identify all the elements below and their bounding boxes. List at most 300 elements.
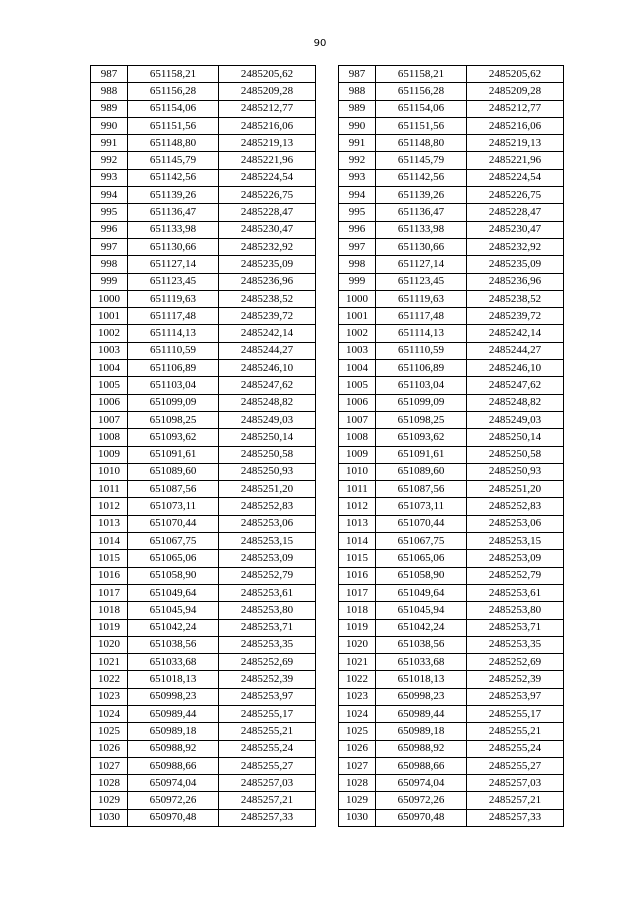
y-coordinate-cell: 2485232,92 — [467, 238, 564, 255]
table-row — [91, 360, 316, 377]
x-coordinate-cell: 651156,28 — [376, 83, 467, 100]
table-row — [91, 117, 316, 134]
x-coordinate-cell: 651067,75 — [376, 533, 467, 550]
point-number-cell: 1011 — [339, 481, 376, 498]
y-coordinate-cell: 2485236,96 — [467, 273, 564, 290]
x-coordinate-cell: 651070,44 — [128, 515, 219, 532]
y-coordinate-cell: 2485235,09 — [467, 256, 564, 273]
point-number-cell: 995 — [339, 204, 376, 221]
table-row — [91, 204, 316, 221]
x-coordinate-cell: 651098,25 — [376, 411, 467, 428]
point-number-cell: 994 — [91, 187, 128, 204]
x-coordinate-cell: 651089,60 — [128, 463, 219, 480]
point-number-cell: 1012 — [91, 498, 128, 515]
x-coordinate-cell: 651099,09 — [376, 394, 467, 411]
x-coordinate-cell: 651133,98 — [128, 221, 219, 238]
table-row — [339, 83, 564, 100]
point-number-cell: 1030 — [339, 809, 376, 826]
y-coordinate-cell: 2485257,03 — [219, 775, 316, 792]
table-row — [339, 481, 564, 498]
table-row — [339, 498, 564, 515]
y-coordinate-cell: 2485255,27 — [467, 757, 564, 774]
table-row — [91, 809, 316, 826]
table-row — [91, 654, 316, 671]
table-row — [91, 135, 316, 152]
x-coordinate-cell: 651158,21 — [376, 66, 467, 83]
y-coordinate-cell: 2485252,79 — [467, 567, 564, 584]
x-coordinate-cell: 651093,62 — [376, 429, 467, 446]
x-coordinate-cell: 651130,66 — [128, 238, 219, 255]
table-row — [91, 394, 316, 411]
table-row — [339, 515, 564, 532]
x-coordinate-cell: 651018,13 — [376, 671, 467, 688]
table-row — [339, 100, 564, 117]
y-coordinate-cell: 2485247,62 — [219, 377, 316, 394]
table-row — [91, 308, 316, 325]
table-row — [339, 463, 564, 480]
x-coordinate-cell: 651103,04 — [376, 377, 467, 394]
point-number-cell: 1017 — [91, 584, 128, 601]
y-coordinate-cell: 2485250,14 — [219, 429, 316, 446]
point-number-cell: 1014 — [339, 533, 376, 550]
y-coordinate-cell: 2485255,24 — [467, 740, 564, 757]
point-number-cell: 999 — [339, 273, 376, 290]
table-row — [339, 187, 564, 204]
table-row — [91, 775, 316, 792]
x-coordinate-cell: 651133,98 — [376, 221, 467, 238]
x-coordinate-cell: 650972,26 — [376, 792, 467, 809]
x-coordinate-cell: 651148,80 — [376, 135, 467, 152]
x-coordinate-cell: 650972,26 — [128, 792, 219, 809]
table-row — [339, 152, 564, 169]
y-coordinate-cell: 2485239,72 — [219, 308, 316, 325]
table-row — [339, 446, 564, 463]
point-number-cell: 1022 — [91, 671, 128, 688]
y-coordinate-cell: 2485226,75 — [467, 187, 564, 204]
y-coordinate-cell: 2485253,09 — [219, 550, 316, 567]
x-coordinate-cell: 650989,44 — [128, 705, 219, 722]
table-row — [339, 533, 564, 550]
table-row — [91, 273, 316, 290]
y-coordinate-cell: 2485257,21 — [467, 792, 564, 809]
table-row — [339, 394, 564, 411]
x-coordinate-cell: 651154,06 — [376, 100, 467, 117]
table-row — [339, 169, 564, 186]
y-coordinate-cell: 2485253,80 — [467, 602, 564, 619]
y-coordinate-cell: 2485257,33 — [467, 809, 564, 826]
table-row — [339, 273, 564, 290]
y-coordinate-cell: 2485250,93 — [467, 463, 564, 480]
point-number-cell: 1011 — [91, 481, 128, 498]
table-row — [339, 619, 564, 636]
y-coordinate-cell: 2485250,14 — [467, 429, 564, 446]
table-row — [91, 792, 316, 809]
point-number-cell: 1029 — [91, 792, 128, 809]
x-coordinate-cell: 651151,56 — [376, 117, 467, 134]
x-coordinate-cell: 651073,11 — [128, 498, 219, 515]
table-row — [339, 221, 564, 238]
x-coordinate-cell: 650974,04 — [376, 775, 467, 792]
point-number-cell: 991 — [339, 135, 376, 152]
point-number-cell: 993 — [339, 169, 376, 186]
point-number-cell: 1012 — [339, 498, 376, 515]
x-coordinate-cell: 651070,44 — [376, 515, 467, 532]
table-row — [339, 135, 564, 152]
table-row — [91, 377, 316, 394]
x-coordinate-cell: 651127,14 — [376, 256, 467, 273]
y-coordinate-cell: 2485221,96 — [467, 152, 564, 169]
y-coordinate-cell: 2485249,03 — [219, 411, 316, 428]
y-coordinate-cell: 2485253,97 — [219, 688, 316, 705]
point-number-cell: 1026 — [339, 740, 376, 757]
x-coordinate-cell: 651119,63 — [376, 290, 467, 307]
point-number-cell: 1024 — [91, 705, 128, 722]
y-coordinate-cell: 2485219,13 — [219, 135, 316, 152]
x-coordinate-cell: 651142,56 — [128, 169, 219, 186]
x-coordinate-cell: 651123,45 — [376, 273, 467, 290]
table-row — [339, 117, 564, 134]
point-number-cell: 996 — [91, 221, 128, 238]
y-coordinate-cell: 2485255,17 — [467, 705, 564, 722]
x-coordinate-cell: 651117,48 — [376, 308, 467, 325]
x-coordinate-cell: 651033,68 — [128, 654, 219, 671]
y-coordinate-cell: 2485253,06 — [219, 515, 316, 532]
y-coordinate-cell: 2485255,27 — [219, 757, 316, 774]
table-row — [91, 100, 316, 117]
y-coordinate-cell: 2485232,92 — [219, 238, 316, 255]
table-row — [339, 636, 564, 653]
table-row — [339, 550, 564, 567]
table-row — [339, 429, 564, 446]
point-number-cell: 1025 — [91, 723, 128, 740]
table-row — [339, 705, 564, 722]
y-coordinate-cell: 2485253,71 — [219, 619, 316, 636]
point-number-cell: 1023 — [339, 688, 376, 705]
point-number-cell: 997 — [339, 238, 376, 255]
y-coordinate-cell: 2485255,21 — [219, 723, 316, 740]
point-number-cell: 998 — [339, 256, 376, 273]
y-coordinate-cell: 2485252,39 — [219, 671, 316, 688]
x-coordinate-cell: 651139,26 — [376, 187, 467, 204]
table-row — [339, 411, 564, 428]
point-number-cell: 1025 — [339, 723, 376, 740]
point-number-cell: 1004 — [91, 360, 128, 377]
x-coordinate-cell: 651154,06 — [128, 100, 219, 117]
point-number-cell: 992 — [339, 152, 376, 169]
table-row — [91, 636, 316, 653]
y-coordinate-cell: 2485253,15 — [467, 533, 564, 550]
point-number-cell: 1020 — [91, 636, 128, 653]
table-row — [339, 204, 564, 221]
point-number-cell: 1027 — [339, 757, 376, 774]
x-coordinate-cell: 651067,75 — [128, 533, 219, 550]
x-coordinate-cell: 651139,26 — [128, 187, 219, 204]
table-row — [91, 550, 316, 567]
point-number-cell: 1016 — [91, 567, 128, 584]
x-coordinate-cell: 651045,94 — [128, 602, 219, 619]
table-row — [91, 169, 316, 186]
table-row — [91, 515, 316, 532]
x-coordinate-cell: 651073,11 — [376, 498, 467, 515]
point-number-cell: 990 — [91, 117, 128, 134]
point-number-cell: 1015 — [91, 550, 128, 567]
x-coordinate-cell: 650989,18 — [376, 723, 467, 740]
x-coordinate-cell: 651049,64 — [128, 584, 219, 601]
point-number-cell: 1026 — [91, 740, 128, 757]
x-coordinate-cell: 651049,64 — [376, 584, 467, 601]
table-row — [339, 290, 564, 307]
x-coordinate-cell: 651145,79 — [128, 152, 219, 169]
x-coordinate-cell: 650988,66 — [376, 757, 467, 774]
table-row — [339, 360, 564, 377]
table-row — [339, 775, 564, 792]
y-coordinate-cell: 2485252,79 — [219, 567, 316, 584]
point-number-cell: 1013 — [91, 515, 128, 532]
table-row — [339, 584, 564, 601]
y-coordinate-cell: 2485253,61 — [219, 584, 316, 601]
table-row — [339, 792, 564, 809]
y-coordinate-cell: 2485226,75 — [219, 187, 316, 204]
x-coordinate-cell: 651087,56 — [128, 481, 219, 498]
point-number-cell: 1007 — [91, 411, 128, 428]
page-number: 90 — [313, 38, 327, 49]
point-number-cell: 1003 — [91, 342, 128, 359]
y-coordinate-cell: 2485224,54 — [467, 169, 564, 186]
y-coordinate-cell: 2485230,47 — [219, 221, 316, 238]
point-number-cell: 1009 — [339, 446, 376, 463]
y-coordinate-cell: 2485252,69 — [467, 654, 564, 671]
x-coordinate-cell: 651038,56 — [128, 636, 219, 653]
point-number-cell: 988 — [91, 83, 128, 100]
point-number-cell: 1009 — [91, 446, 128, 463]
y-coordinate-cell: 2485216,06 — [467, 117, 564, 134]
y-coordinate-cell: 2485252,39 — [467, 671, 564, 688]
y-coordinate-cell: 2485253,09 — [467, 550, 564, 567]
y-coordinate-cell: 2485247,62 — [467, 377, 564, 394]
x-coordinate-cell: 650998,23 — [376, 688, 467, 705]
point-number-cell: 1005 — [339, 377, 376, 394]
y-coordinate-cell: 2485219,13 — [467, 135, 564, 152]
table-row — [91, 619, 316, 636]
table-row — [91, 671, 316, 688]
y-coordinate-cell: 2485251,20 — [467, 481, 564, 498]
table-row — [339, 66, 564, 83]
y-coordinate-cell: 2485253,06 — [467, 515, 564, 532]
point-number-cell: 1017 — [339, 584, 376, 601]
table-row — [91, 602, 316, 619]
point-number-cell: 1030 — [91, 809, 128, 826]
x-coordinate-cell: 650989,18 — [128, 723, 219, 740]
y-coordinate-cell: 2485242,14 — [219, 325, 316, 342]
x-coordinate-cell: 651065,06 — [376, 550, 467, 567]
table-row — [91, 238, 316, 255]
point-number-cell: 1002 — [91, 325, 128, 342]
x-coordinate-cell: 650989,44 — [376, 705, 467, 722]
point-number-cell: 995 — [91, 204, 128, 221]
point-number-cell: 1001 — [91, 308, 128, 325]
x-coordinate-cell: 651045,94 — [376, 602, 467, 619]
y-coordinate-cell: 2485238,52 — [467, 290, 564, 307]
point-number-cell: 1029 — [339, 792, 376, 809]
table-row — [339, 325, 564, 342]
table-row — [339, 671, 564, 688]
x-coordinate-cell: 651158,21 — [128, 66, 219, 83]
y-coordinate-cell: 2485216,06 — [219, 117, 316, 134]
point-number-cell: 989 — [339, 100, 376, 117]
y-coordinate-cell: 2485250,58 — [219, 446, 316, 463]
x-coordinate-cell: 651156,28 — [128, 83, 219, 100]
coordinates-table-right — [338, 65, 564, 827]
y-coordinate-cell: 2485253,61 — [467, 584, 564, 601]
point-number-cell: 1006 — [91, 394, 128, 411]
x-coordinate-cell: 651099,09 — [128, 394, 219, 411]
coordinates-table-left — [90, 65, 316, 827]
x-coordinate-cell: 650988,92 — [376, 740, 467, 757]
y-coordinate-cell: 2485250,93 — [219, 463, 316, 480]
y-coordinate-cell: 2485253,35 — [219, 636, 316, 653]
table-row — [91, 342, 316, 359]
y-coordinate-cell: 2485246,10 — [219, 360, 316, 377]
point-number-cell: 989 — [91, 100, 128, 117]
y-coordinate-cell: 2485255,21 — [467, 723, 564, 740]
x-coordinate-cell: 651033,68 — [376, 654, 467, 671]
point-number-cell: 1027 — [91, 757, 128, 774]
x-coordinate-cell: 651058,90 — [376, 567, 467, 584]
y-coordinate-cell: 2485212,77 — [467, 100, 564, 117]
point-number-cell: 988 — [339, 83, 376, 100]
point-number-cell: 1018 — [339, 602, 376, 619]
table-row — [91, 256, 316, 273]
y-coordinate-cell: 2485252,69 — [219, 654, 316, 671]
x-coordinate-cell: 651089,60 — [376, 463, 467, 480]
table-row — [91, 740, 316, 757]
table-row — [91, 66, 316, 83]
point-number-cell: 1015 — [339, 550, 376, 567]
table-row — [339, 757, 564, 774]
point-number-cell: 1007 — [339, 411, 376, 428]
point-number-cell: 1001 — [339, 308, 376, 325]
point-number-cell: 996 — [339, 221, 376, 238]
table-row — [339, 377, 564, 394]
y-coordinate-cell: 2485251,20 — [219, 481, 316, 498]
y-coordinate-cell: 2485252,83 — [219, 498, 316, 515]
x-coordinate-cell: 651151,56 — [128, 117, 219, 134]
y-coordinate-cell: 2485221,96 — [219, 152, 316, 169]
y-coordinate-cell: 2485242,14 — [467, 325, 564, 342]
y-coordinate-cell: 2485238,52 — [219, 290, 316, 307]
x-coordinate-cell: 650970,48 — [376, 809, 467, 826]
point-number-cell: 1018 — [91, 602, 128, 619]
table-row — [339, 602, 564, 619]
table-row — [91, 152, 316, 169]
y-coordinate-cell: 2485253,71 — [467, 619, 564, 636]
x-coordinate-cell: 651148,80 — [128, 135, 219, 152]
x-coordinate-cell: 651018,13 — [128, 671, 219, 688]
x-coordinate-cell: 651114,13 — [376, 325, 467, 342]
x-coordinate-cell: 651142,56 — [376, 169, 467, 186]
x-coordinate-cell: 651087,56 — [376, 481, 467, 498]
table-row — [91, 481, 316, 498]
y-coordinate-cell: 2485257,33 — [219, 809, 316, 826]
y-coordinate-cell: 2485246,10 — [467, 360, 564, 377]
table-row — [339, 740, 564, 757]
x-coordinate-cell: 651114,13 — [128, 325, 219, 342]
x-coordinate-cell: 651091,61 — [128, 446, 219, 463]
table-row — [91, 688, 316, 705]
x-coordinate-cell: 650970,48 — [128, 809, 219, 826]
table-row — [91, 705, 316, 722]
point-number-cell: 1003 — [339, 342, 376, 359]
x-coordinate-cell: 651117,48 — [128, 308, 219, 325]
y-coordinate-cell: 2485209,28 — [219, 83, 316, 100]
point-number-cell: 999 — [91, 273, 128, 290]
table-row — [91, 584, 316, 601]
y-coordinate-cell: 2485230,47 — [467, 221, 564, 238]
y-coordinate-cell: 2485248,82 — [219, 394, 316, 411]
table-row — [339, 567, 564, 584]
table-row — [91, 221, 316, 238]
x-coordinate-cell: 651098,25 — [128, 411, 219, 428]
table-row — [339, 723, 564, 740]
table-row — [339, 238, 564, 255]
x-coordinate-cell: 651058,90 — [128, 567, 219, 584]
table-row — [339, 342, 564, 359]
table-row — [339, 308, 564, 325]
point-number-cell: 1000 — [91, 290, 128, 307]
y-coordinate-cell: 2485255,17 — [219, 705, 316, 722]
point-number-cell: 1013 — [339, 515, 376, 532]
x-coordinate-cell: 651110,59 — [376, 342, 467, 359]
point-number-cell: 991 — [91, 135, 128, 152]
x-coordinate-cell: 651106,89 — [376, 360, 467, 377]
y-coordinate-cell: 2485249,03 — [467, 411, 564, 428]
y-coordinate-cell: 2485209,28 — [467, 83, 564, 100]
point-number-cell: 992 — [91, 152, 128, 169]
point-number-cell: 1006 — [339, 394, 376, 411]
x-coordinate-cell: 651127,14 — [128, 256, 219, 273]
point-number-cell: 1010 — [339, 463, 376, 480]
point-number-cell: 1008 — [91, 429, 128, 446]
y-coordinate-cell: 2485250,58 — [467, 446, 564, 463]
y-coordinate-cell: 2485257,21 — [219, 792, 316, 809]
y-coordinate-cell: 2485236,96 — [219, 273, 316, 290]
y-coordinate-cell: 2485253,80 — [219, 602, 316, 619]
x-coordinate-cell: 651042,24 — [128, 619, 219, 636]
point-number-cell: 1019 — [339, 619, 376, 636]
y-coordinate-cell: 2485235,09 — [219, 256, 316, 273]
point-number-cell: 1021 — [339, 654, 376, 671]
table-row — [91, 463, 316, 480]
table-row — [339, 256, 564, 273]
table-row — [91, 325, 316, 342]
y-coordinate-cell: 2485253,15 — [219, 533, 316, 550]
point-number-cell: 990 — [339, 117, 376, 134]
x-coordinate-cell: 651106,89 — [128, 360, 219, 377]
table-row — [91, 290, 316, 307]
point-number-cell: 998 — [91, 256, 128, 273]
point-number-cell: 1004 — [339, 360, 376, 377]
x-coordinate-cell: 651145,79 — [376, 152, 467, 169]
point-number-cell: 1016 — [339, 567, 376, 584]
table-row — [91, 429, 316, 446]
y-coordinate-cell: 2485212,77 — [219, 100, 316, 117]
table-row — [91, 723, 316, 740]
x-coordinate-cell: 651065,06 — [128, 550, 219, 567]
x-coordinate-cell: 651110,59 — [128, 342, 219, 359]
point-number-cell: 1024 — [339, 705, 376, 722]
point-number-cell: 1008 — [339, 429, 376, 446]
table-row — [91, 567, 316, 584]
